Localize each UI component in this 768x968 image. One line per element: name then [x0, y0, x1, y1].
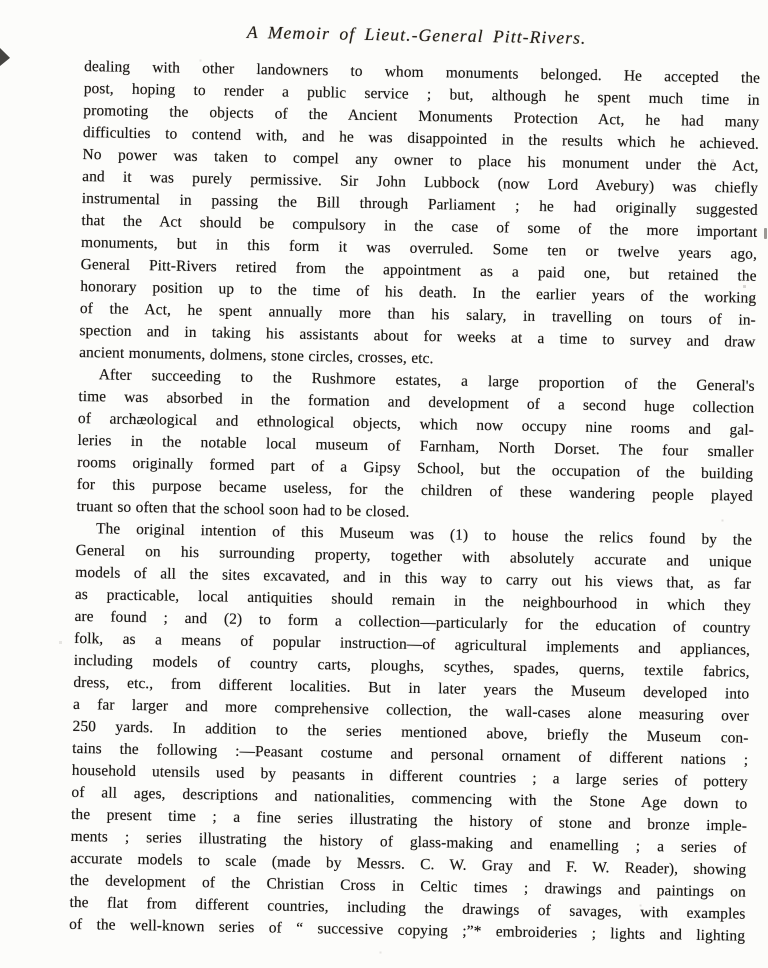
text-line: 250 yards. In addition to the series mentioned above, briefly the Museum con-: [72, 717, 749, 747]
scan-noise: [0, 0, 1, 1]
text-line: rooms originally formed part of a Gipsy School, but the occupation of the building: [77, 453, 754, 483]
text-line: are found ; and (2) to form a collection—particularly for the education of country: [74, 607, 751, 637]
text-line: spection and in taking his assistants about for weeks at a time to survey and draw: [79, 321, 756, 351]
text-line: ments ; series illustrating the history of glass-making and enamelling ; a series of: [70, 827, 747, 857]
text-line: accurate models to scale (made by Messrs. C. W. Gray and F. W. Reader), showing: [70, 849, 747, 879]
text-line: difficulties to contend with, and he was disappointed in the results which he achieved.: [82, 123, 760, 153]
text-line: of the well-known series of “ successive copying ;”* embroideries ; lights and lighting: [69, 915, 746, 945]
text-line: of the Act, he spent annually more than his salary, in travelling on tours of in-: [79, 299, 756, 329]
text-line: and it was purely permissive. Sir John Lubbock (now Lord Avebury) was chiefly: [82, 167, 759, 197]
paragraph-museum-intention: [69, 518, 752, 948]
text-line: household utensils used by peasants in different countries ; a large series of pottery: [71, 761, 748, 791]
text-line: promoting the objects of the Ancient Monuments Protection Act, he had many: [83, 101, 760, 131]
text-line: the development of the Christian Cross in Celtic times ; drawings and paintings on: [69, 871, 746, 901]
text-line: After succeeding to the Rushmore estates, a large proportion of the General's: [98, 366, 755, 395]
text-line: models of all the sites excavated, and in this way to carry out his views that, as far: [75, 563, 752, 593]
text-line: The original intention of this Museum was (1) to house the relics found by the: [95, 520, 753, 549]
text-line: instrumental in passing the Bill through Parliament ; he had originally suggested: [81, 189, 758, 219]
text-line: post, hoping to render a public service ; but, although he spent much time in: [83, 79, 760, 109]
text-line: including models of country carts, ploughs, scythes, spades, querns, textile fabrics,: [73, 651, 750, 681]
text-line: tains the following :—Peasant costume and personal ornament of different nations ;: [72, 739, 749, 769]
text-line: dress, etc., from different localities. But in later years the Museum developed into: [73, 673, 750, 703]
scan-artifact-wedge: [0, 48, 10, 66]
text-line: for this purpose became useless, for the children of these wandering people played: [76, 475, 753, 505]
text-line: folk, as a means of popular instruction—of agricultural implements and appliances,: [74, 629, 751, 659]
text-line: truant so often that the school soon had to be closed.: [76, 497, 410, 521]
text-line: as practicable, local antiquities should remain in the neighbourhood in which they: [74, 585, 751, 615]
text-line: a far larger and more comprehensive collection, the wall-cases alone measuring over: [72, 695, 750, 725]
text-line: General on his surrounding property, together with absolutely accurate and unique: [75, 541, 752, 571]
text-line: time was absorbed in the formation and development of a second huge collection: [78, 387, 755, 417]
text-line: the flat from different countries, including the drawings of savages, with examples: [69, 893, 746, 923]
text-line: the present time ; a fine series illustrating the history of stone and bronze imple-: [70, 805, 748, 835]
text-line: General Pitt-Rivers retired from the appointment as a paid one, but retained the: [80, 255, 757, 285]
scan-artifact-dash: [764, 228, 767, 239]
text-line: monuments, but in this form it was overruled. Some ten or twelve years ago,: [80, 233, 758, 263]
text-line: dealing with other landowners to whom monuments belonged. He accepted the: [84, 57, 761, 87]
text-line: No power was taken to compel any owner to place his monument under the Act,: [82, 145, 759, 175]
paragraph-appointment: [79, 56, 760, 376]
text-line: of all ages, descriptions and nationalities, commencing with the Stone Age down to: [71, 783, 748, 813]
text-line: ancient monuments, dolmens, stone circles, crosses, etc.: [79, 343, 434, 368]
text-line: of archæological and ethnological objects, which now occupy nine rooms and gal-: [77, 409, 755, 439]
text-line: leries in the notable local museum of Farnham, North Dorset. The four smaller: [77, 431, 754, 461]
text-line: that the Act should be compulsory in the case of some of the more important: [81, 211, 758, 241]
text-line: honorary position up to the time of his death. In the earlier years of the working: [80, 277, 757, 307]
paragraph-rushmore-museum: [76, 364, 755, 530]
page-content: [69, 18, 761, 948]
page-header-title: A Memoir of Lieut.-General Pitt-Rivers.: [246, 21, 587, 48]
